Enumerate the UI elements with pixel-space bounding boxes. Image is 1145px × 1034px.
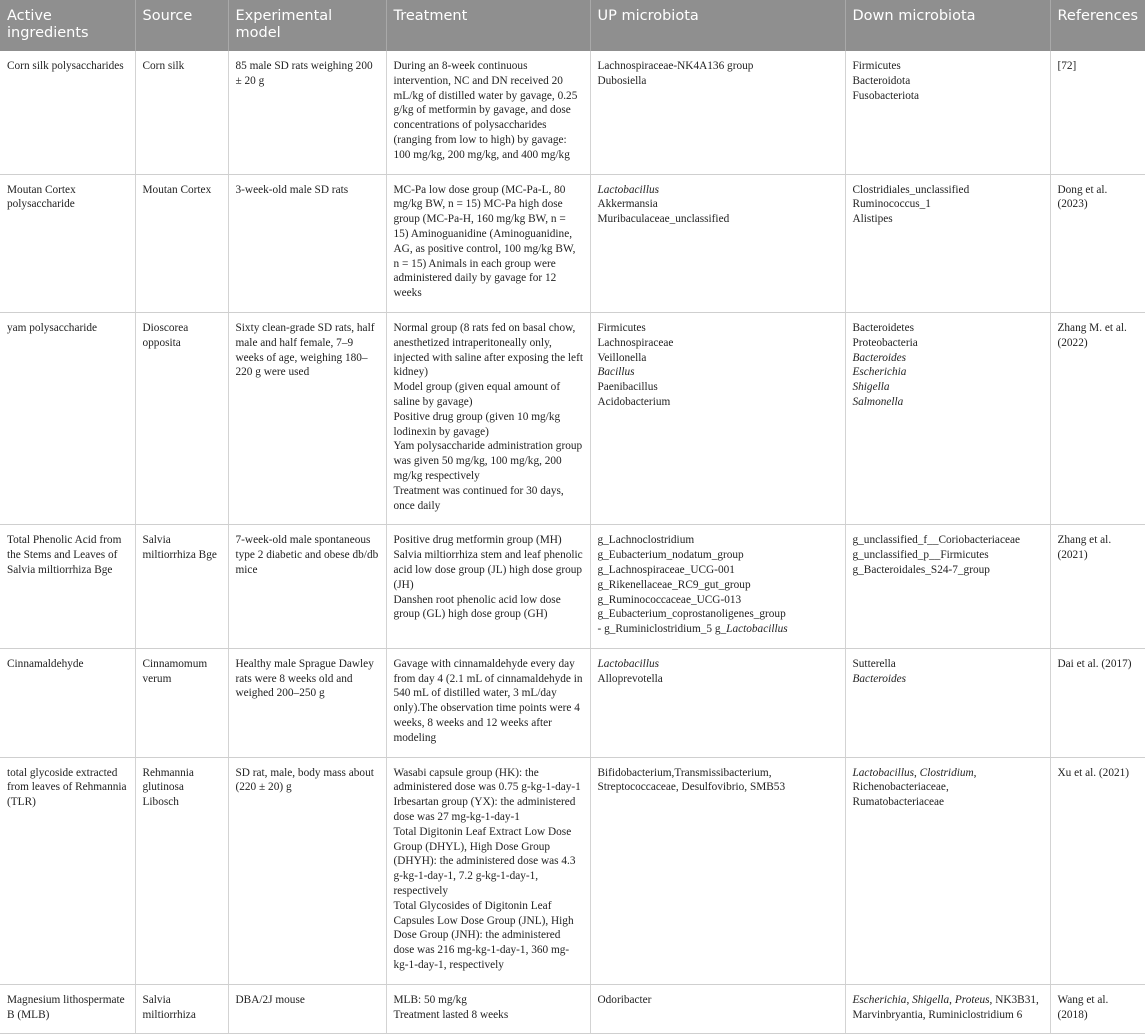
cell-line: Rehmannia glutinosa Libosch (142, 766, 194, 809)
cell-line: SD rat, male, body mass about (220 ± 20) g (235, 766, 374, 794)
treatment-cell (386, 51, 590, 174)
source-cell (135, 648, 228, 757)
source-cell (135, 525, 228, 649)
up-microbiota-cell (590, 51, 845, 174)
italic-taxon: Shigella (852, 381, 890, 394)
experimental-model-cell (228, 312, 386, 524)
italic-taxon: Escherichia (852, 366, 907, 379)
italic-taxon: Bacillus (597, 366, 635, 379)
cell-line (853, 766, 1044, 781)
text-segment: , NK3B31, Marvinbryantia, Ruminiclostridium 6 (852, 993, 1039, 1021)
cell-line: Lachnospiraceae-NK4A136 group (597, 60, 754, 72)
cell-line: g_Lachnoclostridium (597, 534, 695, 547)
up-microbiota-cell (590, 525, 845, 649)
cell-line: Positive drug group (given 10 mg/kg lodinexin by gavage) (393, 410, 561, 438)
cell-line: Magnesium lithospermate B (MLB) (7, 993, 125, 1021)
cell-line: Irbesartan group (YX): the administered dose was 27 mg-kg-1-day-1 (393, 796, 576, 824)
source-cell (135, 51, 228, 174)
cell-line: Sutterella (852, 657, 896, 670)
cell-line: Richenobacteriaceae, (852, 781, 949, 794)
cell-line: Salvia miltiorrhiza Bge (142, 534, 217, 562)
italic-taxon: Lactobacillus (597, 183, 660, 196)
cell-line: g_Lachnospiraceae_UCG-001 (597, 563, 735, 576)
source-cell (135, 312, 228, 524)
cell-line: Salvia miltiorrhiza stem and leaf phenolic acid low dose group (JL) high dose group (JH) (393, 549, 583, 591)
cell-line: g_Eubacterium_nodatum_group (597, 549, 744, 562)
treatment-cell (386, 525, 590, 649)
active-ingredient-cell (0, 312, 135, 524)
cell-line: Fusobacteriota (852, 89, 920, 102)
down-microbiota-cell (845, 174, 1050, 312)
experimental-model-cell (228, 174, 386, 312)
source-cell (135, 984, 228, 1034)
active-ingredient-cell (0, 51, 135, 174)
cell-line: Muribaculaceae_unclassified (597, 213, 730, 226)
treatment-cell (386, 984, 590, 1034)
experimental-model-cell (228, 51, 386, 174)
up-microbiota-cell (590, 984, 845, 1034)
source-cell (135, 757, 228, 984)
cell-line (853, 672, 1044, 687)
cell-line: g_Rikenellaceae_RC9_gut_group (597, 578, 751, 591)
cell-line: Total Phenolic Acid from the Stems and Leaves of Salvia miltiorrhiza Bge (7, 534, 122, 576)
table-row (0, 984, 1145, 1034)
cell-line: Bacteroidetes (852, 321, 914, 334)
italic-taxon: Lactobacillus (726, 623, 788, 636)
cell-line: Akkermansia (597, 198, 658, 211)
table-row (0, 525, 1145, 649)
italic-taxon: Bacteroides (852, 351, 907, 364)
experimental-model-cell (228, 757, 386, 984)
cell-line: DBA/2J mouse (235, 993, 305, 1006)
cell-line: Danshen root phenolic acid low dose group (GL) high dose group (GH) (393, 593, 561, 621)
cell-line (853, 395, 1044, 410)
reference-cell (1050, 51, 1145, 174)
italic-taxon: Lactobacillus (852, 766, 915, 779)
cell-line: Cinnamomum verum (142, 657, 208, 685)
cell-line: During an 8-week continuous intervention, NC and DN received 20 mL/kg of distilled water by gavage, 0.25 g/kg of metformin by gavage, and dose concentrations of polysaccharides (ranging from low to high) by gavage: 100 mg/kg, 200 mg/kg, and 400 mg/kg (393, 60, 578, 161)
cell-line (853, 993, 1044, 1023)
cell-line (598, 657, 839, 672)
up-microbiota-cell (590, 174, 845, 312)
cell-line (853, 380, 1044, 395)
italic-taxon: Escherichia (852, 993, 907, 1006)
cell-line: Rumatobacteriaceae (852, 796, 945, 809)
cell-line: g_Bacteroidales_S24-7_group (852, 563, 990, 576)
cell-line: Bifidobacterium,Transmissibacterium, Streptococcaceae, Desulfovibrio, SMB53 (597, 766, 786, 794)
cell-line: total glycoside extracted from leaves of Rehmannia (TLR) (7, 766, 127, 809)
cell-line: 85 male SD rats weighing 200 ± 20 g (235, 60, 373, 87)
cell-line: Yam polysaccharide administration group was given 50 mg/kg, 100 mg/kg, 200 mg/kg respectively (393, 440, 583, 482)
text-segment: , (914, 766, 920, 779)
cell-line: Alloprevotella (597, 672, 663, 685)
cell-line: Zhang M. et al. (2022) (1057, 321, 1127, 349)
cell-line: Dubosiella (597, 74, 647, 87)
cell-line: Wasabi capsule group (HK): the administered dose was 0.75 g-kg-1-day-1 (393, 766, 581, 794)
cell-line: Model group (given equal amount of saline by gavage) (393, 381, 561, 408)
cell-line (598, 183, 839, 198)
treatment-cell (386, 757, 590, 984)
cell-line: g_unclassified_f__Coriobacteriaceae (852, 534, 1020, 547)
cell-line: MC-Pa low dose group (MC-Pa-L, 80 mg/kg BW, n = 15) MC-Pa high dose group (MC-Pa-H, 160 mg/kg BW, n = 15) Aminoguanidine (Aminoguanidine, AG, as positive control, 100 mg/kg BW, n = 15) Animals in each group were administered daily by gavage for 12 weeks (393, 183, 576, 300)
header-active-ingredients: Active ingredients (0, 0, 135, 51)
cell-line: Positive drug metformin group (MH) (393, 534, 562, 547)
cell-line: Paenibacillus (597, 381, 658, 394)
cell-line: Firmicutes (597, 321, 646, 334)
cell-line: 7-week-old male spontaneous type 2 diabetic and obese db/db mice (235, 534, 379, 576)
experimental-model-cell (228, 984, 386, 1034)
cell-line: Ruminococcus_1 (852, 198, 931, 211)
cell-line: Corn silk (142, 60, 185, 72)
table-row (0, 757, 1145, 984)
up-microbiota-cell (590, 648, 845, 757)
table-row (0, 174, 1145, 312)
treatment-cell (386, 174, 590, 312)
up-microbiota-cell (590, 757, 845, 984)
cell-line: Odoribacter (597, 993, 652, 1006)
italic-taxon: Bacteroides (852, 672, 907, 685)
experimental-model-cell (228, 648, 386, 757)
cell-line: [72] (1057, 60, 1077, 72)
down-microbiota-cell (845, 312, 1050, 524)
cell-line: Veillonella (597, 351, 647, 364)
source-cell (135, 174, 228, 312)
cell-line: Wang et al. (2018) (1057, 993, 1109, 1021)
cell-line: Total Digitonin Leaf Extract Low Dose Group (DHYL), High Dose Group (DHYH): the administered dose was 4.3 g-kg-1-day-1, 7.2 g-kg-1-day-1, respectively (393, 825, 576, 898)
active-ingredient-cell (0, 648, 135, 757)
down-microbiota-cell (845, 757, 1050, 984)
reference-cell (1050, 525, 1145, 649)
cell-line: Cinnamaldehyde (7, 657, 84, 670)
cell-line: Dioscorea opposita (142, 321, 189, 349)
down-microbiota-cell (845, 525, 1050, 649)
cell-line: Treatment was continued for 30 days, once daily (393, 484, 564, 512)
active-ingredient-cell (0, 984, 135, 1034)
down-microbiota-cell (845, 648, 1050, 757)
cell-line: Normal group (8 rats fed on basal chow, anesthetized intraperitoneally only, injected with saline after exposing the left kidney) (393, 321, 583, 379)
reference-cell (1050, 757, 1145, 984)
cell-line: Clostridiales_unclassified (852, 183, 970, 196)
table-row (0, 51, 1145, 174)
table-row (0, 312, 1145, 524)
cell-line: Healthy male Sprague Dawley rats were 8 weeks old and weighed 200–250 g (235, 657, 374, 700)
cell-line: g_unclassified_p__Firmicutes (852, 549, 989, 562)
up-microbiota-cell (590, 312, 845, 524)
cell-line: Lachnospiraceae (597, 336, 674, 349)
reference-cell (1050, 648, 1145, 757)
text-segment: - g_Ruminiclostridium_5 g_ (597, 623, 727, 636)
reference-cell (1050, 984, 1145, 1034)
cell-line: Moutan Cortex polysaccharide (7, 183, 76, 211)
cell-line (598, 622, 839, 637)
header-up-microbiota: UP microbiota (590, 0, 845, 51)
cell-line: Firmicutes (852, 60, 901, 72)
active-ingredient-cell (0, 757, 135, 984)
table-body (0, 51, 1145, 1034)
italic-taxon: Salmonella (852, 395, 904, 408)
cell-line: Total Glycosides of Digitonin Leaf Capsules Low Dose Group (JNL), High Dose Group (JNH): the administered dose was 216 mg-kg-1-day-1, 360 mg-kg-1-day-1, respectively (393, 899, 574, 972)
cell-line: g_Ruminococcaceae_UCG-013 (597, 593, 742, 606)
cell-line: Dai et al. (2017) (1057, 657, 1132, 670)
cell-line: Sixty clean-grade SD rats, half male and half female, 7–9 weeks of age, weighing 180–220 g were used (235, 321, 375, 379)
header-source: Source (135, 0, 228, 51)
cell-line: Zhang et al. (2021) (1057, 534, 1112, 562)
header-experimental-model: Experimental model (228, 0, 386, 51)
down-microbiota-cell (845, 984, 1050, 1034)
treatment-cell (386, 648, 590, 757)
cell-line: yam polysaccharide (7, 321, 98, 334)
cell-line: Alistipes (852, 213, 893, 226)
header-treatment: Treatment (386, 0, 590, 51)
cell-line: Salvia miltiorrhiza (142, 993, 196, 1021)
cell-line: MLB: 50 mg/kg (393, 993, 467, 1006)
experimental-model-cell (228, 525, 386, 649)
text-segment: , (949, 993, 955, 1006)
italic-taxon: Lactobacillus (597, 657, 660, 670)
cell-line: 3-week-old male SD rats (235, 183, 349, 196)
reference-cell (1050, 312, 1145, 524)
cell-line (853, 365, 1044, 380)
active-ingredient-cell (0, 174, 135, 312)
cell-line: g_Eubacterium_coprostanoligenes_group (597, 608, 786, 621)
text-segment: , (906, 993, 913, 1006)
cell-line: Corn silk polysaccharides (7, 60, 124, 72)
cell-line: Xu et al. (2021) (1057, 766, 1130, 779)
italic-taxon: Clostridium (919, 766, 974, 779)
cell-line (853, 351, 1044, 366)
header-row (0, 0, 1145, 51)
table-row (0, 648, 1145, 757)
cell-line: Proteobacteria (852, 336, 918, 349)
cell-line: Treatment lasted 8 weeks (393, 1008, 509, 1021)
header-references: References (1050, 0, 1145, 51)
down-microbiota-cell (845, 51, 1050, 174)
text-segment: , (973, 766, 977, 779)
cell-line (598, 365, 839, 380)
header-down-microbiota: Down microbiota (845, 0, 1050, 51)
active-ingredient-cell (0, 525, 135, 649)
treatment-cell (386, 312, 590, 524)
italic-taxon: Shigella (912, 993, 950, 1006)
cell-line: Moutan Cortex (142, 183, 212, 196)
reference-cell (1050, 174, 1145, 312)
cell-line: Acidobacterium (597, 395, 671, 408)
italic-taxon: Proteus (954, 993, 990, 1006)
cell-line: Dong et al. (2023) (1057, 183, 1108, 211)
cell-line: Gavage with cinnamaldehyde every day from day 4 (2.1 mL of cinnamaldehyde in 540 mL of distilled water, 3 mL/day only).The observation time points were 4 weeks, 8 weeks and 12 weeks after modeling (393, 657, 583, 744)
cell-line: Bacteroidota (852, 74, 911, 87)
